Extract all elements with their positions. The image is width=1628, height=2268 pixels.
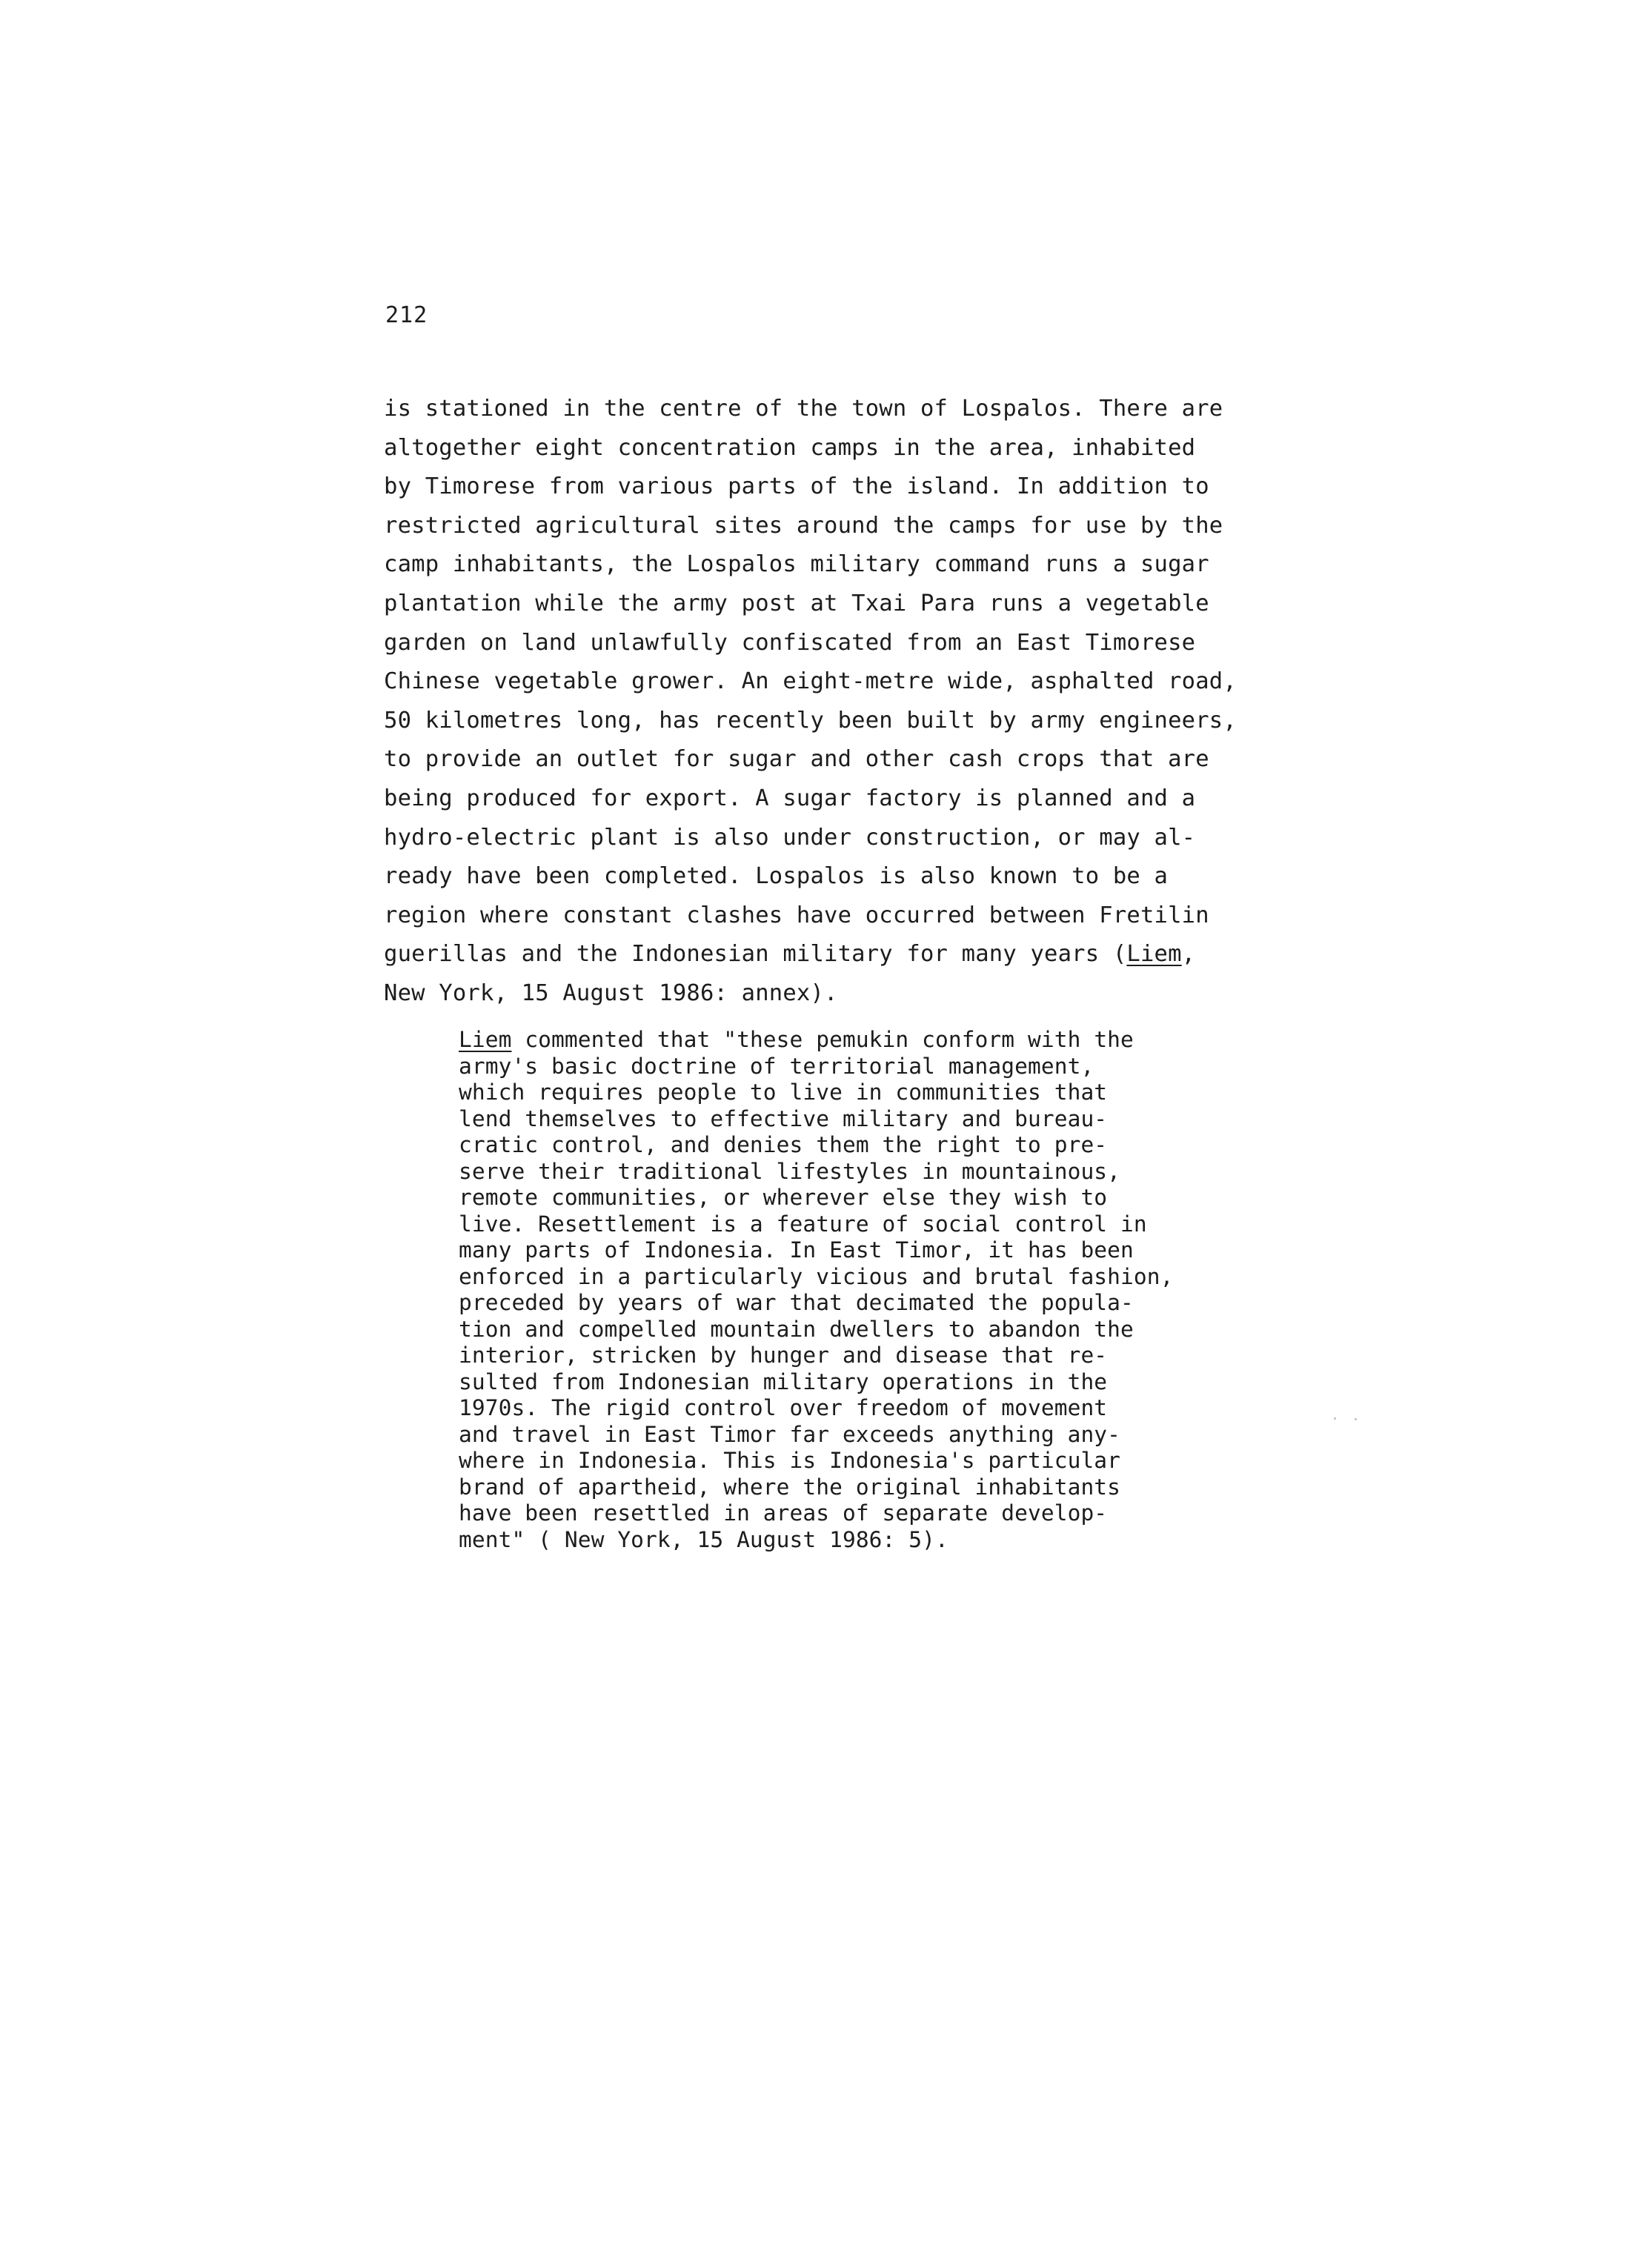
page-number: 212 bbox=[385, 302, 428, 328]
paragraph-line: hydro-electric plant is also under construction, or may al- bbox=[384, 824, 1196, 851]
quote-line: lend themselves to effective military and bureau- bbox=[459, 1105, 1108, 1131]
quote-line: which requires people to live in communities that bbox=[459, 1080, 1108, 1105]
quote-line: sulted from Indonesian military operations in the bbox=[459, 1369, 1108, 1394]
paragraph-line: garden on land unlawfully confiscated from an East Timorese bbox=[384, 629, 1196, 656]
line-text: guerillas and the Indonesian military for many years ( bbox=[384, 941, 1127, 968]
quote-line: many parts of Indonesia. In East Timor, it has been bbox=[459, 1237, 1134, 1263]
scan-speck bbox=[1355, 1418, 1357, 1420]
quote-line: remote communities, or wherever else they wish to bbox=[459, 1185, 1108, 1210]
quote-line: where in Indonesia. This is Indonesia's particular bbox=[459, 1448, 1121, 1473]
quote-line: serve their traditional lifestyles in mountainous, bbox=[459, 1158, 1121, 1184]
paragraph-line: Chinese vegetable grower. An eight-metre wide, asphalted road, bbox=[384, 668, 1237, 695]
paragraph-line: 50 kilometres long, has recently been built by army engineers, bbox=[384, 707, 1237, 734]
paragraph-line: restricted agricultural sites around the camps for use by the bbox=[384, 512, 1223, 539]
paragraph-line: is stationed in the centre of the town of Lospalos. There are bbox=[384, 396, 1223, 422]
paragraph-line: plantation while the army post at Txai Para runs a vegetable bbox=[384, 590, 1209, 616]
line-text: , bbox=[1181, 941, 1196, 968]
paragraph-line: altogether eight concentration camps in the area, inhabited bbox=[384, 434, 1196, 461]
main-paragraph bbox=[384, 390, 1347, 1014]
paragraph-line bbox=[384, 935, 1347, 974]
quote-line: preceded by years of war that decimated the popula- bbox=[459, 1290, 1134, 1315]
scan-specks bbox=[1334, 1417, 1363, 1421]
block-quote bbox=[459, 1027, 1311, 1553]
quote-line: enforced in a particularly vicious and brutal fashion, bbox=[459, 1263, 1174, 1289]
source-reference: Liem bbox=[1126, 941, 1182, 968]
quote-line: live. Resettlement is a feature of social control in bbox=[459, 1211, 1147, 1237]
quote-line bbox=[459, 1027, 1311, 1054]
paragraph-line: region where constant clashes have occurred between Fretilin bbox=[384, 902, 1209, 928]
quote-line: tion and compelled mountain dwellers to abandon the bbox=[459, 1316, 1134, 1342]
quote-line: brand of apartheid, where the original inhabitants bbox=[459, 1474, 1121, 1500]
quote-line: have been resettled in areas of separate develop- bbox=[459, 1500, 1108, 1526]
source-reference: Liem bbox=[459, 1027, 512, 1052]
paragraph-line: camp inhabitants, the Lospalos military command runs a sugar bbox=[384, 551, 1209, 578]
quote-line: 1970s. The rigid control over freedom of movement bbox=[459, 1395, 1108, 1420]
quote-line: and travel in East Timor far exceeds anything any- bbox=[459, 1421, 1121, 1447]
paragraph-line: New York, 15 August 1986: annex). bbox=[384, 980, 838, 1006]
quote-line: army's basic doctrine of territorial management, bbox=[459, 1053, 1094, 1079]
paragraph-line: being produced for export. A sugar factory is planned and a bbox=[384, 785, 1196, 811]
line-text: commented that "these pemukin conform with the bbox=[511, 1027, 1134, 1052]
quote-line: ment" ( New York, 15 August 1986: 5). bbox=[459, 1526, 948, 1552]
paragraph-line: by Timorese from various parts of the island. In addition to bbox=[384, 473, 1209, 500]
paragraph-line: ready have been completed. Lospalos is also known to be a bbox=[384, 863, 1169, 890]
quote-line: cratic control, and denies them the right to pre- bbox=[459, 1132, 1108, 1157]
paragraph-line: to provide an outlet for sugar and other cash crops that are bbox=[384, 746, 1209, 773]
quote-line: interior, stricken by hunger and disease that re- bbox=[459, 1343, 1108, 1368]
scan-speck bbox=[1334, 1417, 1336, 1420]
